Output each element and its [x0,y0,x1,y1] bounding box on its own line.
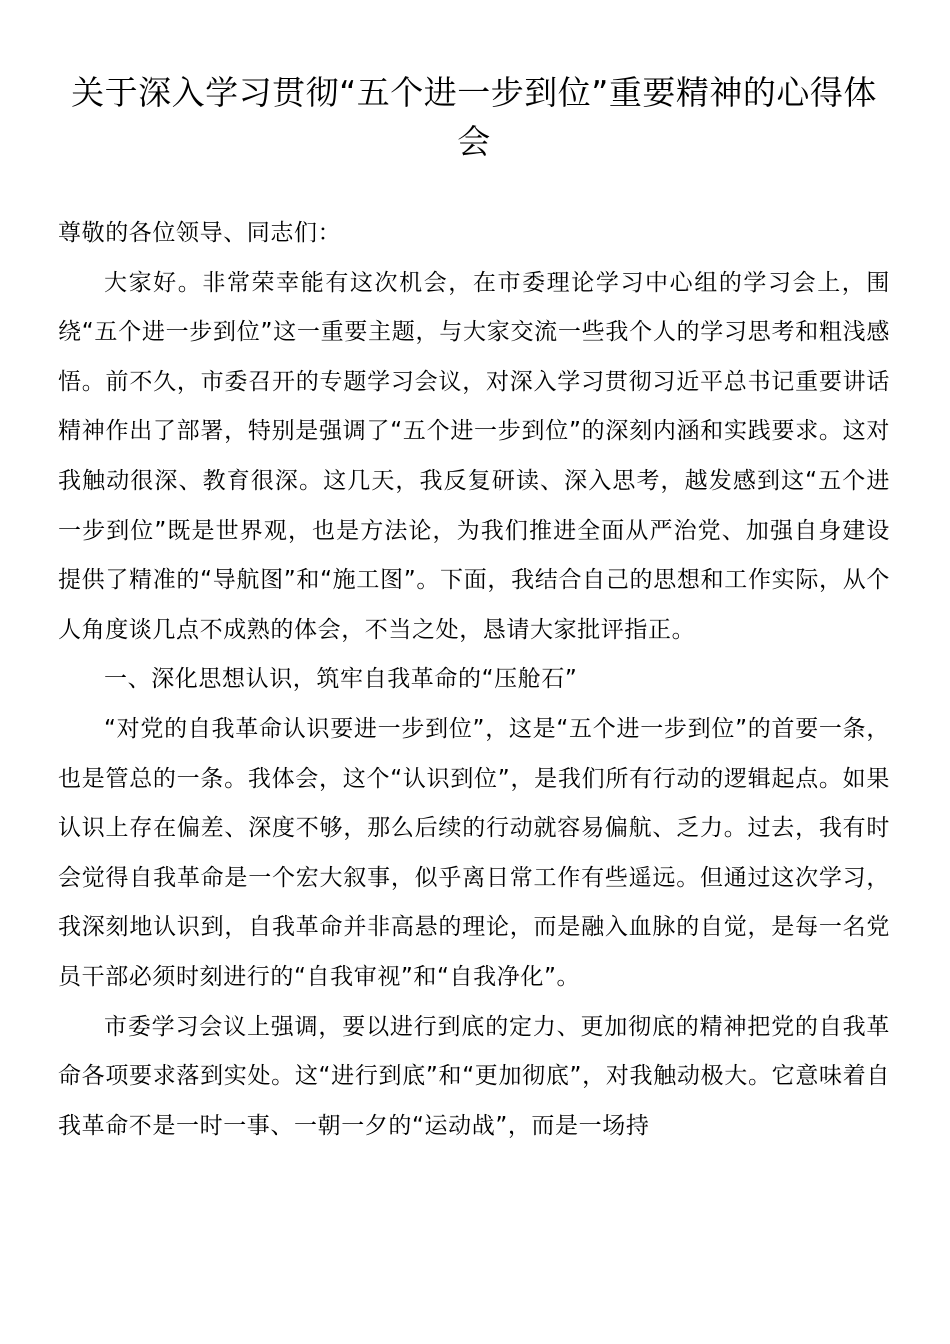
section-heading: 一、深化思想认识，筑牢自我革命的“压舱石” [104,666,578,693]
paragraph-section-1: “对党的自我革命认识要进一步到位”，这是“五个进一步到位”的首要一条，也是管总的一条。我体会，这个“认识到位”，是我们所有行动的逻辑起点。如果认识上存在偏差、深度不够，那么后续的行动就容易偏航、乏力。过去，我有时会觉得自我革命是一个宏大叙事，似乎离日常工作有些遥远。但通过这次学习，我深刻地认识到，自我革命并非高悬的理论，而是融入血脉的自觉，是每一名党员干部必须时刻进行的“自我审视”和“自我净化”。 [58,715,890,990]
paragraph-intro: 大家好。非常荣幸能有这次机会，在市委理论学习中心组的学习会上，围绕“五个进一步到位”这一重要主题，与大家交流一些我个人的学习思考和粗浅感悟。前不久，市委召开的专题学习会议，对深入学习贯彻习近平总书记重要讲话精神作出了部署，特别是强调了“五个进一步到位”的深刻内涵和实践要求。这对我触动很深、教育很深。这几天，我反复研读、深入思考，越发感到这“五个进一步到位”既是世界观，也是方法论，为我们推进全面从严治党、加强自身建设提供了精准的“导航图”和“施工图”。下面，我结合自己的思想和工作实际，从个人角度谈几点不成熟的体会，不当之处，恳请大家批评指正。 [58,269,890,643]
paragraph-section-2: 市委学习会议上强调，要以进行到底的定力、更加彻底的精神把党的自我革命各项要求落到实处。这“进行到底”和“更加彻底”，对我触动极大。它意味着自我革命不是一时一事、一朝一夕的“运动战”，而是一场持 [58,1013,890,1139]
document-title: 关于深入学习贯彻“五个进一步到位”重要精神的心得体会 [71,73,877,161]
document-body [58,209,890,1151]
salutation: 尊敬的各位领导、同志们： [58,220,342,246]
